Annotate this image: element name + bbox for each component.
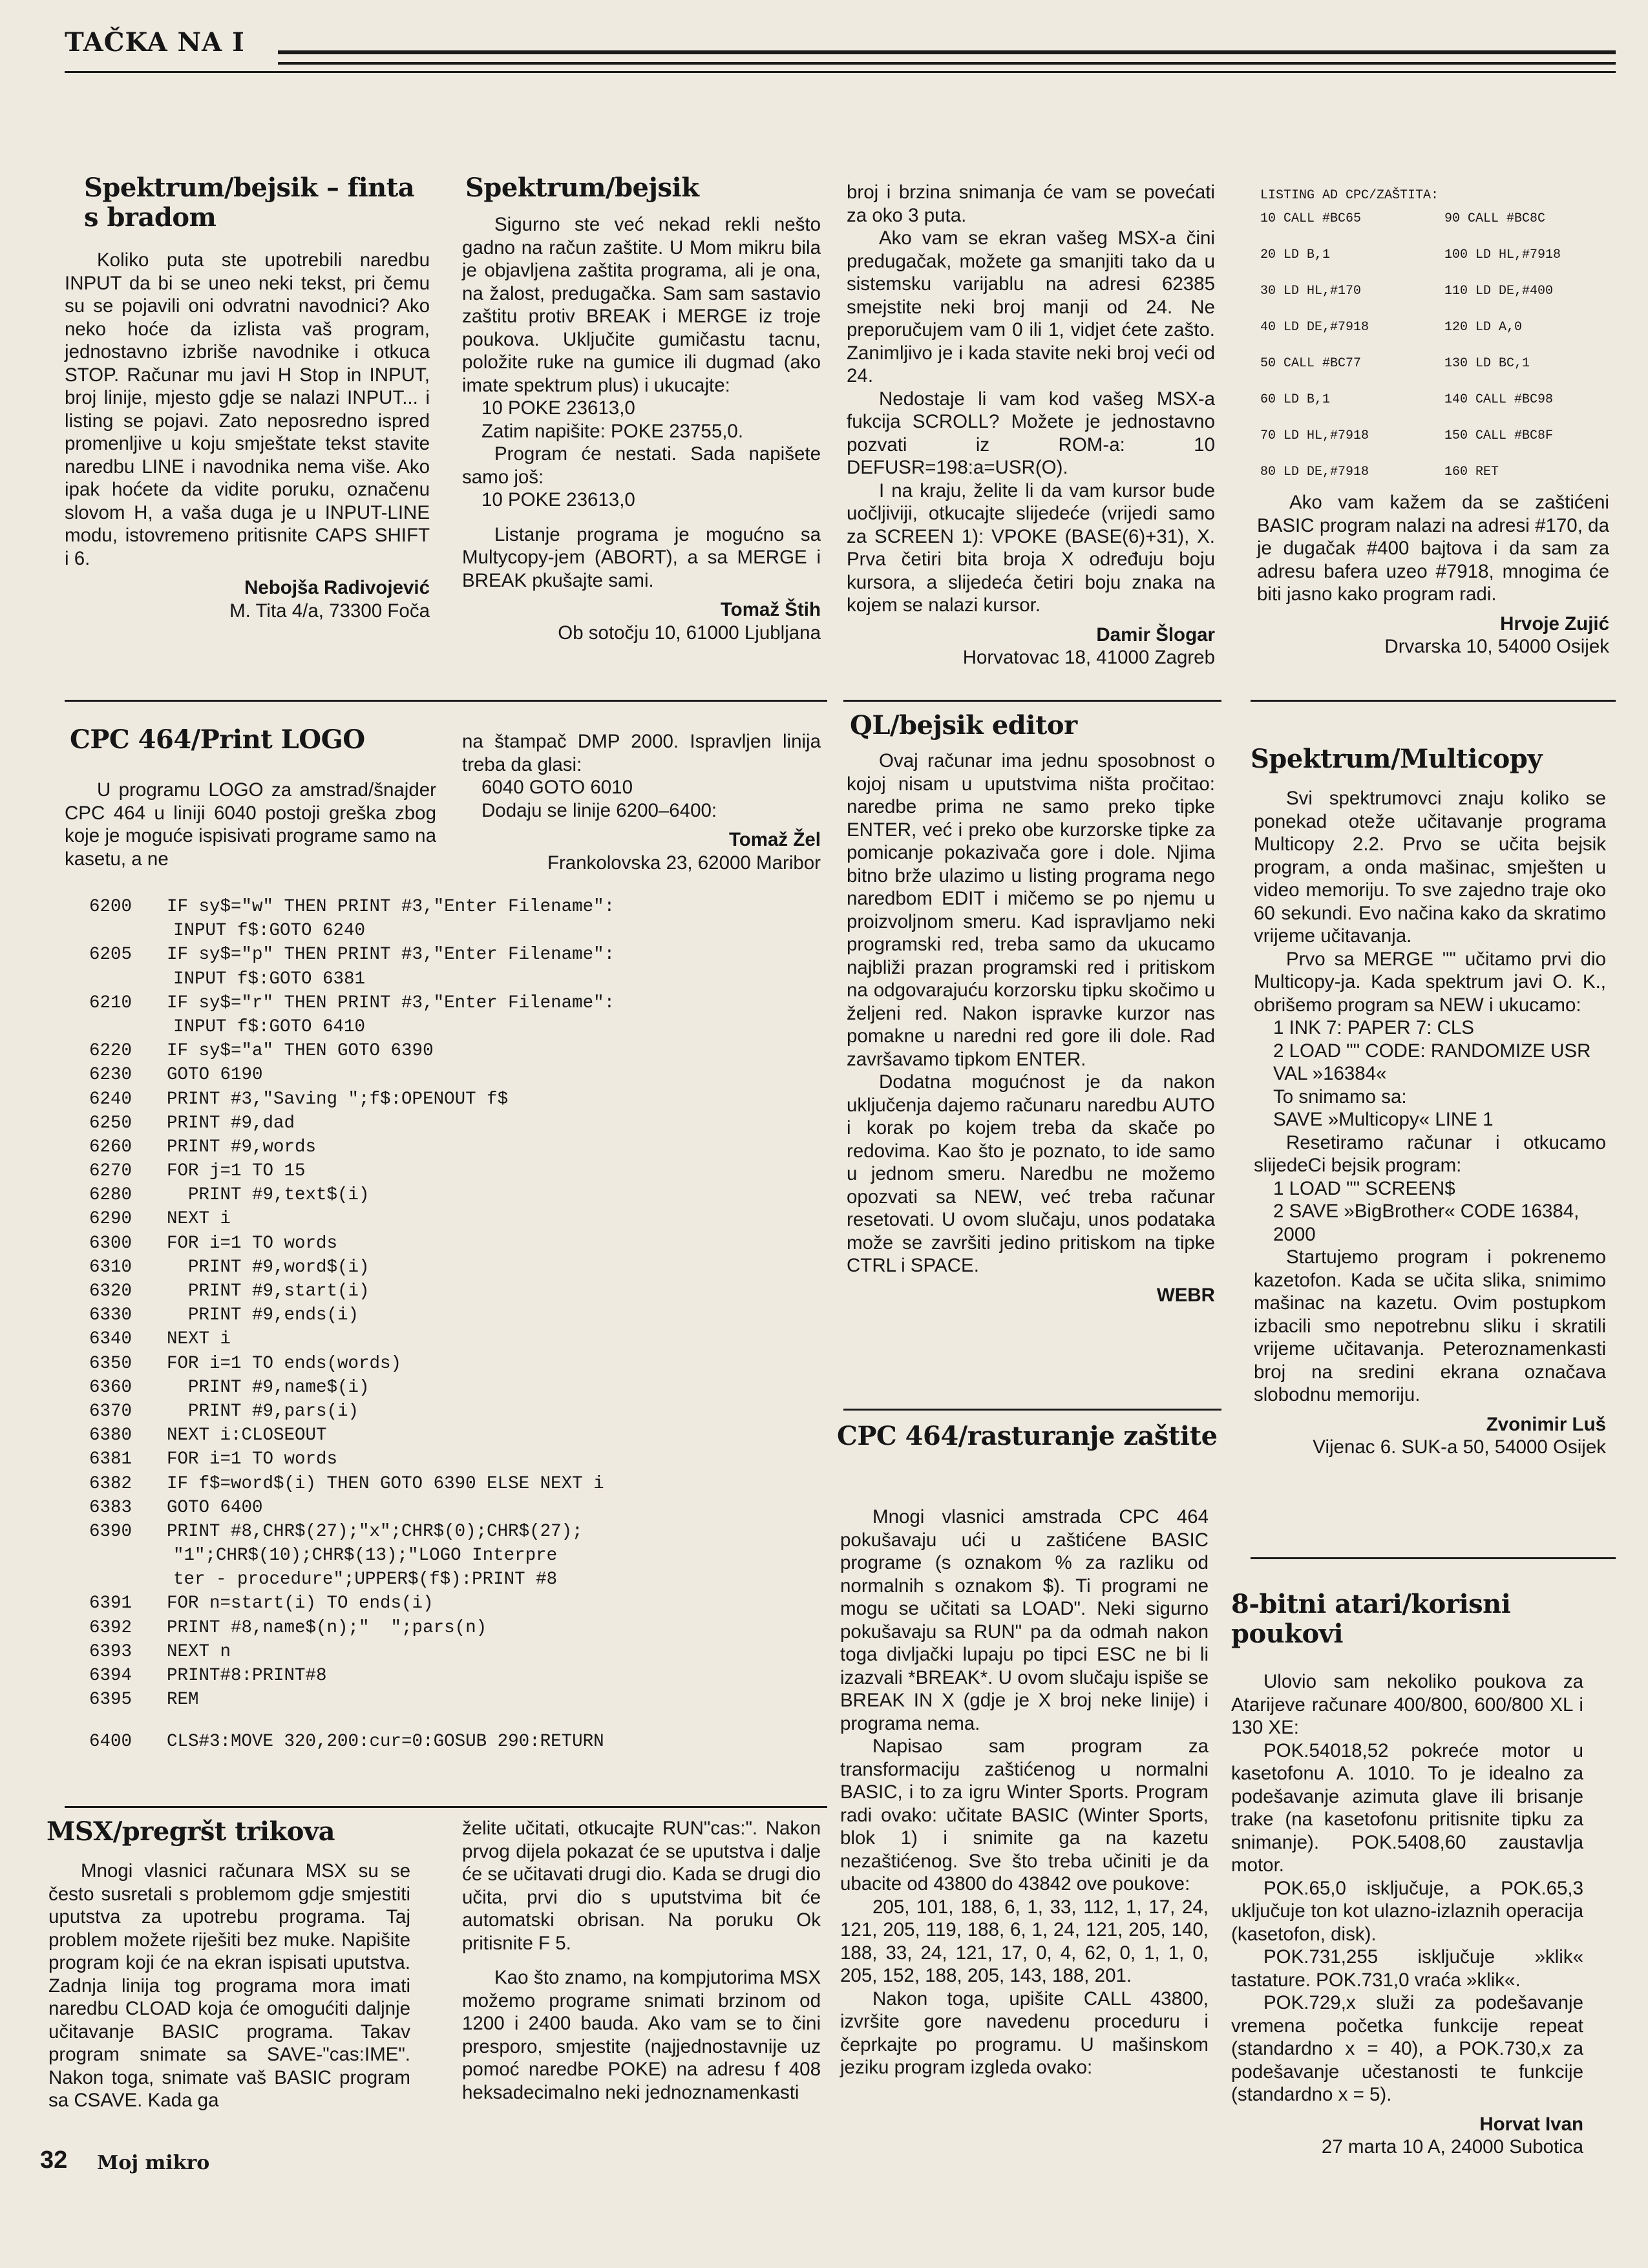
line-code: ter - procedure";UPPER$(f$):PRINT #8 <box>173 1570 558 1590</box>
line-number: 6280 <box>89 1185 132 1206</box>
paragraph: Dodatna mogućnost je da nakon uključenja dajemo računaru naredbu AUTO i korak po kojem treba da skače po redovima. Kao što je poznato, to ide samo u jednom smeru. Naredbu ne možemo opozvati sa NEW, već treba računar resetovati. U ovom slučaju, unos podataka može se završiti jedino pritiskom na tipke CTRL i SPACE. <box>847 1071 1215 1276</box>
paragraph: Mnogi vlasnici amstrada CPC 464 pokušavaju ući u zaštićene BASIC programe (s oznakom % za razliku od normalnih s oznakom $). Ti programi ne mogu se učitati sa LOAD". Neki sigurno pokušavaju sa RUN" pa da odmah nakon toga divljački lupaju po tipci ESC ne bi li izazvali *BREAK*. U ovom slučaju ispiše se BREAK IN X (gdje je X broj neke linije) i programa nema. <box>840 1506 1209 1734</box>
line-number: 6382 <box>89 1473 132 1494</box>
line-code: PRINT #9,word$(i) <box>167 1257 370 1277</box>
line-code: PRINT #9,start(i) <box>167 1281 370 1301</box>
article-body-atari <box>1231 1670 1583 2159</box>
article-body-ql-editor <box>847 750 1215 1307</box>
line-code: FOR n=start(i) TO ends(i) <box>167 1593 434 1614</box>
line-number: 6310 <box>89 1257 132 1277</box>
author-address: Horvatovac 18, 41000 Zagreb <box>962 647 1215 668</box>
line-code: GOTO 6400 <box>167 1497 263 1518</box>
line-number: 6394 <box>89 1666 132 1686</box>
line-code: IF sy$="a" THEN GOTO 6390 <box>167 1041 434 1062</box>
article-body-print-logo-col2 <box>462 730 821 874</box>
line-number: 6381 <box>89 1449 132 1470</box>
line-code: PRINT #9,text$(i) <box>167 1185 370 1206</box>
paragraph: Kao što znamo, na kompjutorima MSX možemo programe snimati brzinom od 1200 i 2400 bauda. Ako vam se to čini presporo, smjestite (najjednostavnije uz pomoć naredbe POKE) na adresu f 408 heksadecimalno neki jednoznamenkasti <box>462 1967 821 2103</box>
paragraph: Nakon toga, upišite CALL 43800, izvršite gore navedenu proceduru i čeprkajte po programu. U mašinskom jeziku program izgleda ovako: <box>840 1988 1209 2078</box>
line-number: 6200 <box>89 897 132 917</box>
author: Zvonimir Luš <box>1486 1413 1606 1435</box>
listing-line <box>89 1135 826 1159</box>
line-code: PRINT #9,words <box>167 1137 317 1157</box>
line-number: 6205 <box>89 945 132 965</box>
listing-cell: 30 LD HL,#170 <box>1260 284 1362 299</box>
section-rule <box>65 1806 827 1808</box>
listing-line <box>89 1376 826 1400</box>
text-line: Zatim napišite: POKE 23755,0. <box>481 420 744 442</box>
listing-cell: 40 LD DE,#7918 <box>1260 320 1369 335</box>
line-number: 6370 <box>89 1401 132 1422</box>
code-line: SAVE »Multicopy« LINE 1 <box>1273 1109 1494 1130</box>
listing-cell: 20 LD B,1 <box>1260 247 1331 262</box>
listing-line <box>89 1183 826 1207</box>
paragraph: I na kraju, želite li da vam kursor bude uočljiviji, otkucajte slijedeće (vrijedi samo za SCREEN 1): VPOKE (BASE(6)+31), X. Prva četiri bita broja X određuju boju kursora, a slijedeća četiri boju znaka na kojem se nalazi kursor. <box>847 479 1215 616</box>
code-line: 10 POKE 23613,0 <box>481 397 635 419</box>
line-code: FOR i=1 TO words <box>167 1233 338 1254</box>
listing-cell: 10 CALL #BC65 <box>1260 211 1362 226</box>
listing-cell: 140 CALL #BC98 <box>1444 392 1554 407</box>
line-code: REM <box>167 1690 199 1710</box>
paragraph: POK.731,255 isključuje »klik« tastature. POK.731,0 vraća »klik«. <box>1231 1946 1583 1991</box>
listing-line <box>89 1352 826 1376</box>
listing-line <box>89 1063 826 1087</box>
listing-line <box>89 1039 826 1063</box>
article-body-cpc-listing <box>1257 491 1609 658</box>
paragraph: Ulovio sam nekoliko poukova za Atarijeve računare 400/800, 600/800 XL i 130 XE: <box>1231 1671 1583 1738</box>
listing-line <box>89 1400 826 1423</box>
code-line: 2 SAVE »BigBrother« CODE 16384, 2000 <box>1273 1201 1579 1245</box>
paragraph: Napisao sam program za transformaciju zaštićenog u normalni BASIC, i to za igru Winter Sports. Program radi ovako: učitate BASIC (Winter Sports, blok 1) i snimite ga na kazetu nezaštićenog. Sve što treba učiniti je da ubacite od 43800 do 43842 ove poukove: <box>840 1736 1209 1895</box>
paragraph: POK.729,x služi za podešavanje vremena početka funkcije repeat (standardno x = 40), a POK.730,x za podešavanje učestanosti te funkcije (standardno x = 5). <box>1231 1992 1583 2105</box>
paragraph: Listanje programa je mogućno sa Multycopy-jem (ABORT), a sa MERGE i BREAK pkušajte sami. <box>462 523 821 591</box>
line-number: 6290 <box>89 1209 132 1230</box>
paragraph: U programu LOGO za amstrad/šnajder CPC 464 u liniji 6040 postoji greška zbog koje je moguće ispisivati programe samo na kasetu, a ne <box>65 779 436 870</box>
paragraph: POK.54018,52 pokreće motor u kasetofonu A. 1010. To je idealno za podešavanje azimuta glave ili brisanje trake (na kasetofonu pritisnite tipku za snimanje). POK.5408,60 zaustavlja motor. <box>1231 1739 1583 1876</box>
article-title-spektrum-bejsik: Spektrum/bejsik <box>465 173 699 203</box>
author-address: Drvarska 10, 54000 Osijek <box>1384 636 1609 657</box>
line-number: 6300 <box>89 1233 132 1254</box>
author-address: Frankolovska 23, 62000 Maribor <box>547 852 821 874</box>
listing-line <box>89 1207 826 1231</box>
line-number: 6240 <box>89 1089 132 1109</box>
line-number: 6320 <box>89 1281 132 1301</box>
listing-heading: LISTING AD CPC/ZAŠTITA: <box>1260 188 1439 203</box>
paragraph: Ako vam se ekran vašeg MSX-a čini predugačak, možete ga smanjiti tako da u sistemsku varijablu na adresi 62385 smejstite neki broj manji od 24. Ne preporučujem vam 0 ili 1, vidjet ćete zašto. Zanimljivo je i kada stavite neki broj veći od 24. <box>847 227 1215 386</box>
header-rule-under <box>65 71 1616 73</box>
listing-row <box>1260 207 1622 231</box>
author: Hrvoje Zujić <box>1500 613 1609 635</box>
line-number: 6400 <box>89 1732 132 1752</box>
article-title-ql-editor: QL/bejsik editor <box>850 710 1077 740</box>
paragraph: Sigurno ste već nekad rekli nešto gadno na račun zaštite. U Mom mikru bila je objavljena zaštita programa, ali je ona, na žalost, predugačka. Sam sam sastavio zaštitu protiv BREAK i MERGE iz troje poukova. Uključite gumičastu tacnu, položite ruke na gumice ili dugmad (ako imate spektrum plus) i ukucajte: <box>462 214 821 396</box>
paragraph: Mnogi vlasnici računara MSX su se često susretali s problemom gdje smjestiti uputstva za upotrebu programa. Taj problem možete riješiti bez muke. Napišite program koji će na ekran ispisati uputstva. Zadnja linija tog programa mora imati naredbu CLOAD koja će omogućiti daljnje učitavanje BASIC programa. Takav program snimate sa SAVE-"cas:IME". Nakon toga, snimate vaš BASIC program sa CSAVE. Kada ga <box>48 1860 410 2111</box>
listing-line <box>89 967 826 991</box>
listing-line <box>89 1111 826 1135</box>
line-number: 6230 <box>89 1065 132 1086</box>
listing-cell: 130 LD BC,1 <box>1444 356 1530 371</box>
line-number: 6250 <box>89 1113 132 1133</box>
author: Tomaž Štih <box>720 599 821 620</box>
listing-line <box>89 1712 826 1730</box>
line-code: FOR i=1 TO words <box>167 1449 338 1470</box>
text-line: To snimamo sa: <box>1273 1086 1407 1108</box>
listing-cell: 70 LD HL,#7918 <box>1260 428 1369 443</box>
listing-line <box>89 1616 826 1640</box>
listing-row <box>1260 280 1622 303</box>
code-line: 2 LOAD "" CODE: RANDOMIZE USR VAL »16384« <box>1273 1040 1591 1084</box>
article-body-rasturanje <box>840 1506 1209 2079</box>
line-number: 6383 <box>89 1497 132 1518</box>
line-code: PRINT #9,ends(i) <box>167 1305 359 1326</box>
listing-line <box>89 1447 826 1471</box>
article-title-print-logo: CPC 464/Print LOGO <box>70 724 365 755</box>
line-number: 6210 <box>89 992 132 1013</box>
line-code: FOR i=1 TO ends(words) <box>167 1353 402 1374</box>
listing-line <box>89 1664 826 1688</box>
line-code: NEXT i <box>167 1209 231 1230</box>
line-code: INPUT f$:GOTO 6240 <box>173 921 366 941</box>
paragraph: želite učitati, otkucajte RUN"cas:". Nakon prvog dijela pokazat će se uputstva i dalje će se učitavati drugi dio. Kada se drugi dio učita, prvi dio s uputstvima bit će automatski obrisan. Na poruku Ok pritisnite F 5. <box>462 1818 821 1954</box>
listing-line <box>89 1279 826 1303</box>
listing-cell: 110 LD DE,#400 <box>1444 284 1554 299</box>
article-title-msx-tricks: MSX/pregršt trikova <box>47 1816 335 1847</box>
line-code: PRINT #8,CHR$(27);"x";CHR$(0);CHR$(27); <box>167 1521 583 1542</box>
listing-row <box>1260 461 1622 484</box>
listing-line <box>89 1688 826 1712</box>
author: Tomaž Žel <box>728 829 821 850</box>
article-body-spektrum-bejsik <box>462 213 821 644</box>
section-rule <box>1251 700 1616 702</box>
author-address: 27 marta 10 A, 24000 Subotica <box>1321 2136 1583 2158</box>
paragraph: Program će nestati. Sada napišete samo još: <box>462 443 821 488</box>
line-code: IF f$=word$(i) THEN GOTO 6390 ELSE NEXT i <box>167 1473 604 1494</box>
listing-row <box>1260 352 1622 375</box>
section-rule <box>843 1409 1221 1411</box>
article-body-msx-continued <box>847 181 1215 669</box>
text-line: Dodaju se linije 6200–6400: <box>481 799 717 821</box>
line-code: INPUT f$:GOTO 6410 <box>173 1016 366 1037</box>
article-title-rasturanje: CPC 464/rasturanje zaštite <box>837 1421 1218 1451</box>
line-number: 6220 <box>89 1041 132 1062</box>
listing-cell: 150 CALL #BC8F <box>1444 428 1554 443</box>
line-code: PRINT #8,name$(n);" ";pars(n) <box>167 1617 487 1638</box>
line-code: CLS#3:MOVE 320,200:cur=0:GOSUB 290:RETURN <box>167 1732 604 1752</box>
listing-line <box>89 1640 826 1664</box>
paragraph: Startujemo program i pokrenemo kazetofon. Kada se učita slika, snimimo mašinac na kazetu. Ovim postupkom izbacili smo nepotrebnu sliku i skratili vrijeme učitavanja. Peteroznamenkasti broj na sredini ekrana označava slobodnu memoriju. <box>1254 1246 1606 1405</box>
line-code: IF sy$="r" THEN PRINT #3,"Enter Filename": <box>167 992 615 1013</box>
header-rule-thin <box>278 62 1616 65</box>
line-code: IF sy$="p" THEN PRINT #3,"Enter Filename": <box>167 945 615 965</box>
line-number: 6392 <box>89 1617 132 1638</box>
author: Damir Šlogar <box>1096 624 1215 646</box>
section-rule <box>1251 1557 1616 1559</box>
cpc-listing <box>1260 184 1622 484</box>
author: Nebojša Radivojević <box>244 577 430 598</box>
listing-line <box>89 1520 826 1544</box>
listing-line <box>89 1327 826 1351</box>
section-rule <box>843 700 1221 702</box>
paragraph: Ovaj računar ima jednu sposobnost o kojoj nisam u uputstvima ništa pročitao: naredbe prima ne samo preko tipke ENTER, već i preko obe kurzorske tipke za pomicanje pokazivača gore i dole. Njima bitno brže ulazimo u listing programa nego naredbom EDIT i mičemo se po njemu u proizvoljnom smeru. Kad ispravljamo neki programski red, treba samo da ukucamo najbliži prazan programski red i pritiskom na odgovarajuću korzorsku tipku skočimo u željeni red. Nakon ispravke kurzor nas pomakne u naredni red gore ili dole. Rad završavamo tipkom ENTER. <box>847 750 1215 1070</box>
listing-cell: 50 CALL #BC77 <box>1260 356 1362 371</box>
line-code: NEXT n <box>167 1641 231 1662</box>
line-code: FOR j=1 TO 15 <box>167 1161 306 1182</box>
line-code: GOTO 6190 <box>167 1065 263 1086</box>
line-number: 6350 <box>89 1353 132 1374</box>
line-code: PRINT#8:PRINT#8 <box>167 1666 327 1686</box>
listing-line <box>89 895 826 919</box>
line-code: NEXT i <box>167 1329 231 1350</box>
listing-cell: 100 LD HL,#7918 <box>1444 247 1561 262</box>
article-body-msx-col1 <box>48 1860 410 2112</box>
paragraph: broj i brzina snimanja će vam se povećati za oko 3 puta. <box>847 182 1215 226</box>
author-address: M. Tita 4/a, 73300 Foča <box>229 600 430 622</box>
listing-row <box>1260 388 1622 412</box>
line-code: PRINT #9,dad <box>167 1113 295 1133</box>
listing-line <box>89 1423 826 1447</box>
paragraph: Ako vam kažem da se zaštićeni BASIC program nalazi na adresi #170, da je dugačak #400 bajtova i da sam za adresu bafera uzeo #7918, mnogima će biti jasno kako program radi. <box>1257 492 1609 605</box>
listing-line <box>89 991 826 1015</box>
line-number: 6380 <box>89 1425 132 1446</box>
listing-line <box>89 1730 826 1754</box>
listing-line <box>89 1303 826 1327</box>
code-line: 6040 GOTO 6010 <box>481 777 633 798</box>
article-title-finta: Spektrum/bejsik – finta s bradom <box>84 173 415 233</box>
line-number: 6393 <box>89 1641 132 1662</box>
article-body-msx-col2 <box>462 1817 821 2104</box>
paragraph: 205, 101, 188, 6, 1, 33, 112, 1, 17, 24, 121, 205, 119, 188, 6, 1, 24, 121, 205, 140, 188, 33, 24, 121, 17, 0, 4, 62, 0, 1, 1, 0, 205, 152, 188, 205, 143, 188, 201. <box>840 1896 1209 1986</box>
paragraph: Resetiramo računar i otkucamo slijedeCi bejsik program: <box>1254 1131 1606 1176</box>
line-number: 6360 <box>89 1377 132 1398</box>
line-code: PRINT #9,name$(i) <box>167 1377 370 1398</box>
line-number: 6391 <box>89 1593 132 1614</box>
listing-cell: 160 RET <box>1444 465 1499 479</box>
listing-row <box>1260 316 1622 339</box>
author-address: Ob sotočju 10, 61000 Ljubljana <box>558 622 821 644</box>
logo-program-listing <box>89 895 826 1754</box>
listing-line <box>89 943 826 967</box>
section-rule <box>65 700 827 702</box>
listing-row <box>1260 425 1622 448</box>
article-body-multicopy <box>1254 787 1606 1459</box>
paragraph: POK.65,0 isključuje, a POK.65,3 uključuje ton kot ulazno-izlaznih operacija (kasetofon, disk). <box>1231 1877 1583 1945</box>
article-body-finta <box>65 249 430 622</box>
line-number: 6340 <box>89 1329 132 1350</box>
author-address: Vijenac 6. SUK-a 50, 54000 Osijek <box>1313 1436 1606 1458</box>
line-number: 6270 <box>89 1161 132 1182</box>
listing-cell: 90 CALL #BC8C <box>1444 211 1546 226</box>
listing-cell: 80 LD DE,#7918 <box>1260 465 1369 479</box>
line-code: IF sy$="w" THEN PRINT #3,"Enter Filename": <box>167 897 615 917</box>
paragraph: Nedostaje li vam kod vašeg MSX-a fukcija SCROLL? Možete je jednostavno pozvati iz ROM-a: 10 DEFUSR=198:a=USR(O). <box>847 388 1215 478</box>
line-code: NEXT i:CLOSEOUT <box>167 1425 327 1446</box>
listing-line <box>89 919 826 943</box>
article-body-print-logo-col1 <box>65 779 436 870</box>
page-header-title: TAČKA NA I <box>65 27 245 58</box>
line-number: 6390 <box>89 1521 132 1542</box>
author: Horvat Ivan <box>1479 2113 1583 2135</box>
code-line: 1 INK 7: PAPER 7: CLS <box>1273 1017 1474 1038</box>
paragraph: Svi spektrumovci znaju koliko se ponekad oteže učitavanje programa Multicopy 2.2. Prvo se učita bejsik program, a onda mašinac, smješten u video memoriju. To sve zajedno traje oko 60 sekundi. Evo načina kako da skratimo vrijeme učitavanja. <box>1254 788 1606 947</box>
listing-line <box>89 1568 826 1591</box>
listing-line <box>89 1496 826 1520</box>
listing-line <box>89 1232 826 1255</box>
magazine-name: Moj mikro <box>97 2152 210 2174</box>
paragraph: Koliko puta ste upotrebili naredbu INPUT da bi se uneo neki tekst, pri čemu su se pojavili oni odvratni navodnici? Ako neko hoće da izlista vaš program, jednostavno izbriše navodnike i otkuca STOP. Računar mu javi H Stop in INPUT, broj linije, mjesto gdje se nalazi INPUT... i listing se pojavi. Zato neposredno ispred promenljive u koju smještate tekst stavite naredbu LINE i navodnika nema više. Ako ipak hoćete da vidite poruku, označenu slovom H, a vaša duga je u INPUT-LINE modu, istovremeno pritisnite CAPS SHIFT i 6. <box>65 249 430 569</box>
header-rule <box>278 50 1616 54</box>
listing-cell: 60 LD B,1 <box>1260 392 1331 407</box>
article-title-atari: 8-bitni atari/korisni poukovi <box>1231 1589 1511 1649</box>
paragraph: na štampač DMP 2000. Ispravljen linija treba da glasi: <box>462 731 821 775</box>
listing-line <box>89 1015 826 1039</box>
listing-cell: 120 LD A,0 <box>1444 320 1523 335</box>
line-number: 6330 <box>89 1305 132 1326</box>
page-number: 32 <box>40 2147 68 2174</box>
listing-line <box>89 1255 826 1279</box>
line-number: 6395 <box>89 1690 132 1710</box>
code-line: 1 LOAD "" SCREEN$ <box>1273 1177 1455 1199</box>
code-line: 10 POKE 23613,0 <box>481 489 635 510</box>
listing-line <box>89 1159 826 1183</box>
author: WEBR <box>1156 1284 1215 1306</box>
listing-line <box>89 1472 826 1496</box>
listing-line <box>89 1544 826 1568</box>
line-code: INPUT f$:GOTO 6381 <box>173 969 366 989</box>
line-code: PRINT #9,pars(i) <box>167 1401 359 1422</box>
line-code: "1";CHR$(10);CHR$(13);"LOGO Interpre <box>173 1546 558 1566</box>
line-number: 6260 <box>89 1137 132 1157</box>
listing-line <box>89 1087 826 1111</box>
paragraph: Prvo sa MERGE "" učitamo prvi dio Multicopy-ja. Kada spektrum javi O. K., obrišemo program sa NEW i ukucamo: <box>1254 948 1606 1016</box>
article-title-multicopy: Spektrum/Multicopy <box>1251 744 1543 774</box>
listing-line <box>89 1591 826 1615</box>
line-code: PRINT #3,"Saving ";f$:OPENOUT f$ <box>167 1089 509 1109</box>
listing-row <box>1260 244 1622 267</box>
